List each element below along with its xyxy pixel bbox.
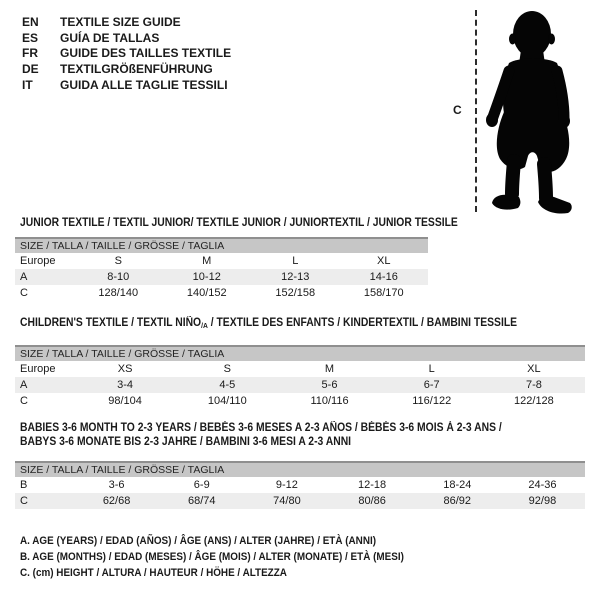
row-label: Europe [20,255,56,267]
row-label: A [20,379,28,391]
language-row [22,45,231,61]
height-value: 68/74 [187,495,216,507]
children-table-title-pre: CHILDREN'S TEXTILE / TEXTIL NIÑO [20,317,202,329]
height-value: 140/152 [186,287,227,299]
height-value: 122/128 [514,395,554,407]
age-value: 6-9 [193,479,210,491]
language-title: GUIDE DES TAILLES TEXTILE [60,46,232,61]
height-value: 80/86 [358,495,386,507]
language-title: GUIDA ALLE TAGLIE TESSILI [60,77,228,92]
language-row [22,30,231,46]
size-value: M [324,363,335,375]
junior-table-title [20,216,458,230]
age-value: 14-16 [369,271,398,283]
language-code: FR [22,46,38,61]
height-value: 152/158 [275,287,316,299]
table-row-age [15,269,428,285]
height-marker-label: C [453,103,462,117]
height-value: 92/98 [528,495,557,507]
row-label: C [20,395,28,407]
height-value: 86/92 [443,495,472,507]
age-value: 9-12 [275,479,298,491]
baby-figure [450,4,598,216]
children-table-title-subscript: /A [201,321,208,330]
table-row-europe [15,361,585,377]
footnote-b: B. AGE (MONTHS) / EDAD (MESES) / ÂGE (MOIS) / ALTER (MONATE) / ETÀ (MESI) [20,550,404,563]
table-row-europe [15,253,428,269]
footnote-a: A. AGE (YEARS) / EDAD (AÑOS) / ÂGE (ANS) / ALTER (JAHRE) / ETÀ (ANNI) [20,535,377,547]
size-header-bar: SIZE / TALLA / TAILLE / GRÖSSE / TAGLIA [15,461,585,477]
age-value: 10-12 [192,271,221,283]
size-value: L [428,363,435,375]
children-size-table [15,345,585,409]
language-row [22,61,231,77]
height-value: 104/110 [207,395,247,407]
table-row-height [15,493,585,509]
age-value: 5-6 [321,379,338,391]
babies-table-title-line1: BABIES 3-6 MONTH TO 2-3 YEARS / BEBÉS 3-6 MESES A 2-3 AÑOS / BÉBÉS 3-6 MOIS À 2-3 ANS / [20,422,502,434]
row-label: Europe [20,363,56,375]
row-label: C [20,287,28,299]
language-code: IT [22,77,33,92]
language-code: DE [22,61,39,76]
size-value: XL [377,255,391,267]
height-value: 74/80 [273,495,301,507]
babies-table-title [20,421,502,449]
age-value: 24-36 [528,479,557,491]
height-value: 128/140 [98,287,139,299]
age-value: 12-13 [281,271,310,283]
age-value: 18-24 [443,479,472,491]
table-row-age [15,377,585,393]
age-value: 12-18 [358,479,387,491]
row-label: B [20,479,28,491]
junior-size-table [15,237,428,301]
table-row-height [15,393,585,409]
footnote-c: C. (cm) HEIGHT / ALTURA / HAUTEUR / HÖHE / ALTEZZA [20,566,287,579]
age-value: 8-10 [107,271,130,283]
size-header-bar: SIZE / TALLA / TAILLE / GRÖSSE / TAGLIA [15,345,585,361]
size-header-bar: SIZE / TALLA / TAILLE / GRÖSSE / TAGLIA [15,237,428,253]
language-title: TEXTILGRÖßENFÜHRUNG [60,61,213,76]
language-code: ES [22,30,39,45]
size-value: M [202,255,212,267]
size-value: S [223,363,231,375]
height-value: 110/116 [310,395,349,407]
language-title: TEXTILE SIZE GUIDE [60,14,181,29]
language-row [22,14,231,30]
footnotes [20,534,447,581]
junior-table-title-text: JUNIOR TEXTILE / TEXTIL JUNIOR/ TEXTILE JUNIOR / JUNIORTEXTIL / JUNIOR TESSILE [20,217,458,229]
children-table-title [20,316,517,333]
language-title: GUÍA DE TALLAS [60,30,160,45]
age-value: 7-8 [525,379,542,391]
size-value: S [114,255,122,267]
babies-table-title-line2: BABYS 3-6 MONATE BIS 2-3 JAHRE / BAMBINI 3-6 MESI A 2-3 ANNI [20,436,352,448]
height-value: 158/170 [363,287,404,299]
age-value: 4-5 [219,379,236,391]
height-value: 98/104 [108,395,142,407]
language-title-list [22,14,231,92]
age-value: 3-6 [108,479,125,491]
table-row-age-months [15,477,585,493]
table-row-height [15,285,428,301]
baby-silhouette-icon [480,6,592,218]
height-value: 116/122 [412,395,452,407]
language-row [22,77,231,93]
size-value: XS [117,363,133,375]
row-label: C [20,495,28,507]
children-table-title-post: / TEXTILE DES ENFANTS / KINDERTEXTIL / BAMBINI TESSILE [207,317,518,329]
babies-size-table [15,461,585,509]
size-value: L [292,255,299,267]
age-value: 3-4 [117,379,134,391]
age-value: 6-7 [423,379,440,391]
row-label: A [20,271,28,283]
height-dashed-line [475,10,477,212]
height-value: 62/68 [102,495,131,507]
language-code: EN [22,14,39,29]
size-value: XL [527,363,541,375]
